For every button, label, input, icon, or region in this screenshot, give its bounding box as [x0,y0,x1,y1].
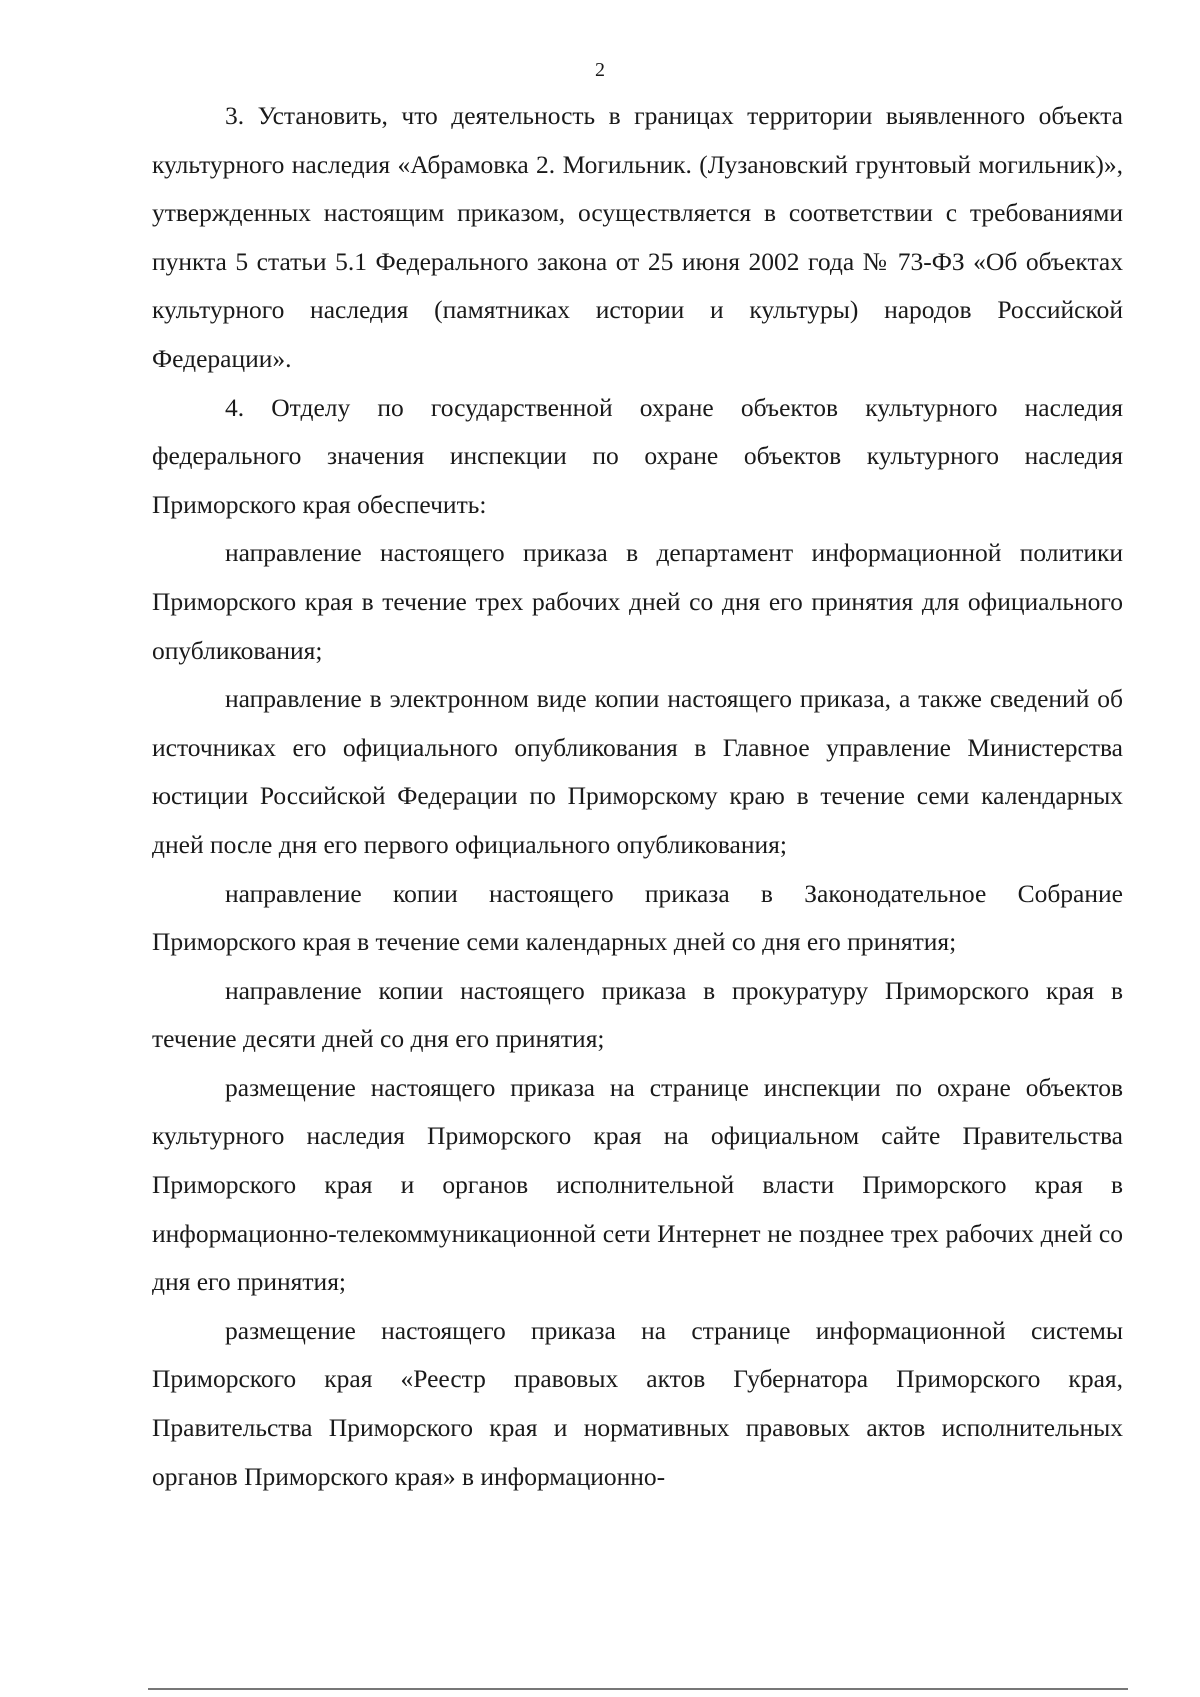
document-body [152,92,1123,1501]
list-item-government-website: размещение настоящего приказа на странице инспекции по охране объектов культурного наследия Приморского края на официальном сайте Правительства Приморского края и органов исполнительной власти Приморского края в информационно-телекоммуникационной сети Интернет не позднее трех рабочих дней со дня его принятия; [152,1072,1123,1297]
list-item-legislative-assembly: направление копии настоящего приказа в Законодательное Собрание Приморского края в течение семи календарных дней со дня его принятия; [152,878,1123,957]
paragraph-clause-4: 4. Отделу по государственной охране объектов культурного наследия федерального значения инспекции по охране объектов культурного наследия Приморского края обеспечить: [152,392,1123,519]
page-bottom-divider [148,1688,1128,1690]
list-item-info-policy: направление настоящего приказа в департамент информационной политики Приморского края в течение трех рабочих дней со дня его принятия для официального опубликования; [152,538,1123,665]
page-number: 2 [595,59,605,81]
paragraph-clause-3: 3. Установить, что деятельность в границах территории выявленного объекта культурного наследия «Абрамовка 2. Могильник. (Лузановский грунтовый могильник)», утвержденных настоящим приказом, осуществляется в соответствии с требованиями пункта 5 статьи 5.1 Федерального закона от 25 июня 2002 года № 73-ФЗ «Об объектах культурного наследия (памятниках истории и культуры) народов Российской Федерации». [152,101,1123,373]
list-item-legal-acts-registry: размещение настоящего приказа на странице информационной системы Приморского края «Реестр правовых актов Губернатора Приморского края, Правительства Приморского края и нормативных правовых актов исполнительных органов Приморского края» в информационно- [152,1315,1123,1491]
list-item-prosecutor: направление копии настоящего приказа в прокуратуру Приморского края в течение десяти дней со дня его принятия; [152,975,1123,1054]
list-item-justice-ministry: направление в электронном виде копии настоящего приказа, а также сведений об источниках его официального опубликования в Главное управление Министерства юстиции Российской Федерации по Приморскому краю в течение семи календарных дней после дня его первого официального опубликования; [152,684,1123,859]
